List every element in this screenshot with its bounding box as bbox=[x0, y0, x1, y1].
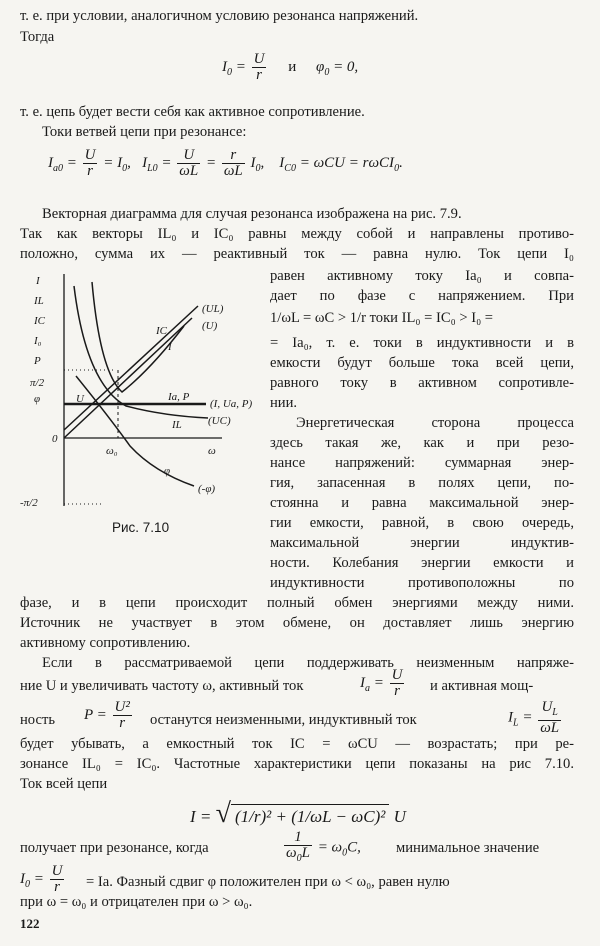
text-line: фазе, и в цепи происходит полный обмен энергиями между ними. bbox=[20, 595, 574, 611]
text-line: Токи ветвей цепи при резонансе: bbox=[42, 124, 247, 140]
text-line: зонансе IL₀ = IC₀. Частотные характеристики цепи показаны на рис 7.10. bbox=[20, 756, 574, 772]
text-line: т. е. при условии, аналогичном условию резонанса напряжений. bbox=[20, 8, 419, 24]
equation-resonance-condition: $I_0$ = $\frac{U}{r}$ и $\varphi_0 = 0$, bbox=[222, 51, 359, 83]
y-label-I: I bbox=[36, 275, 40, 287]
text-line: индуктивности противоположны по bbox=[270, 575, 574, 591]
text-line: минимальное значение bbox=[396, 840, 540, 856]
equation-branch-currents: $I_{а0}$ = $\frac{U}{r}$ = $I_0$, $I_{L0}$ = $\frac{U}{\omega L}$ = $\frac{r}{\omega L}$ $I_0$, $I_{C0} = \omega CU = r\omega CI_0$. bbox=[48, 147, 403, 179]
y-label-pi-half: π/2 bbox=[30, 377, 45, 389]
text-line: стоянна и равна максимальной энер- bbox=[270, 495, 574, 511]
text-line: равен активному току Iа₀ и совпа- bbox=[270, 268, 574, 284]
equation-inductive-current: $I_L$ = $\frac{U_L}{\omega L}$ bbox=[508, 699, 560, 736]
curve-label-U: (U) bbox=[202, 320, 218, 332]
text-line: здесь такая же, как и при резо- bbox=[270, 435, 574, 451]
text-line: Энергетическая сторона процесса bbox=[296, 415, 574, 431]
text-line: ность bbox=[20, 712, 55, 728]
figure-caption: Рис. 7.10 bbox=[112, 520, 170, 535]
curve-label-UC: (UC) bbox=[208, 415, 231, 427]
text-line: 1/ωL = ωC > 1/r токи IL₀ = IC₀ > I₀ = bbox=[270, 310, 494, 326]
text-line: = Iа. Фазный сдвиг φ положителен при ω < ω₀, равен нулю bbox=[86, 874, 450, 890]
curve-label-I: I bbox=[168, 341, 172, 353]
curve-label-neg-phi: (-φ) bbox=[198, 483, 216, 495]
text-line: положно, сумма их — реактивный ток — равна нулю. Ток цепи I₀ bbox=[20, 246, 574, 262]
y-label-I0: I₀ bbox=[34, 335, 42, 347]
text-line: Векторная диаграмма для случая резонанса изображена на рис. 7.9. bbox=[42, 206, 462, 222]
equation-min-current: $I_0$ = $\frac{U}{r}$ bbox=[20, 863, 63, 895]
text-line: гии емкости, равной, в свою очередь, bbox=[270, 515, 574, 531]
y-label-IC: IC bbox=[34, 315, 45, 327]
equation-resonance-freq: $\frac{1}{\omega_0L}$ = $\omega_0C$, bbox=[286, 829, 361, 864]
text-line: ние U и увеличивать частоту ω, активный ток bbox=[20, 678, 304, 694]
text-line: емкости будут больше тока всей цепи, bbox=[270, 355, 574, 371]
x-label-omega0: ω₀ bbox=[106, 445, 118, 457]
text-line: при ω = ω₀ и отрицателен при ω > ω₀. bbox=[20, 894, 253, 910]
equation-active-current: $I_а$ = $\frac{U}{r}$ bbox=[360, 667, 403, 699]
y-label-neg-pi-half: -π/2 bbox=[20, 497, 38, 509]
equation-total-current: I = √ (1/r)² + (1/ωL − ωC)² U bbox=[190, 798, 406, 829]
curve-label-phi: φ bbox=[164, 465, 171, 477]
curve-label-IC: IC bbox=[156, 325, 167, 337]
y-label-IL: IL bbox=[34, 295, 44, 307]
text-line: = Iа₀, т. е. токи в индуктивности и в bbox=[270, 335, 574, 351]
text-line: останутся неизменными, индуктивный ток bbox=[150, 712, 417, 728]
y-label-U: U bbox=[76, 393, 84, 405]
text-line: активному сопротивлению. bbox=[20, 635, 191, 651]
x-label-omega: ω bbox=[208, 445, 216, 457]
text-line: и активная мощ- bbox=[430, 678, 534, 694]
text-line: нансе напряжений: суммарная энер- bbox=[270, 455, 574, 471]
curve-label-I-Ua-P: (I, Uа, P) bbox=[210, 398, 253, 410]
text-line: получает при резонансе, когда bbox=[20, 840, 209, 856]
curve-label-UL: (UL) bbox=[202, 303, 224, 315]
curve-label-Ia-P: Iа, P bbox=[168, 391, 190, 403]
frequency-characteristics-figure bbox=[14, 266, 272, 528]
text-line: т. е. цепь будет вести себя как активное сопротивление. bbox=[20, 104, 365, 120]
text-line: максимальной энергии индуктив- bbox=[270, 535, 574, 551]
y-label-phi: φ bbox=[34, 393, 41, 405]
text-line: Тогда bbox=[20, 29, 55, 45]
text-line: Ток всей цепи bbox=[20, 776, 108, 792]
text-line: Так как векторы IL₀ и IC₀ равны между собой и направлены противо- bbox=[20, 226, 574, 242]
curve-label-IL: IL bbox=[172, 419, 182, 431]
y-label-P: P bbox=[34, 355, 41, 367]
y-label-zero: 0 bbox=[52, 433, 58, 445]
text-line: Если в рассматриваемой цепи поддерживать неизменным напряже- bbox=[42, 655, 574, 671]
text-line: будет убывать, а емкостный ток IC = ωCU — возрастать; при ре- bbox=[20, 736, 574, 752]
text-line: нии. bbox=[270, 395, 298, 411]
text-line: дает по фазе с напряжением. При bbox=[270, 288, 574, 304]
equation-power: P = $\frac{\text{U²}}{r}$ bbox=[84, 699, 130, 731]
text-line: равного току в активном сопротивле- bbox=[270, 375, 574, 391]
text-line: гия, запасенная в полях цепи, по- bbox=[270, 475, 574, 491]
page-number: 122 bbox=[20, 916, 40, 931]
text-line: Источник не участвует в этом обмене, он доставляет лишь энергию bbox=[20, 615, 574, 631]
text-line: ности. Колебания энергии емкости и bbox=[270, 555, 574, 571]
